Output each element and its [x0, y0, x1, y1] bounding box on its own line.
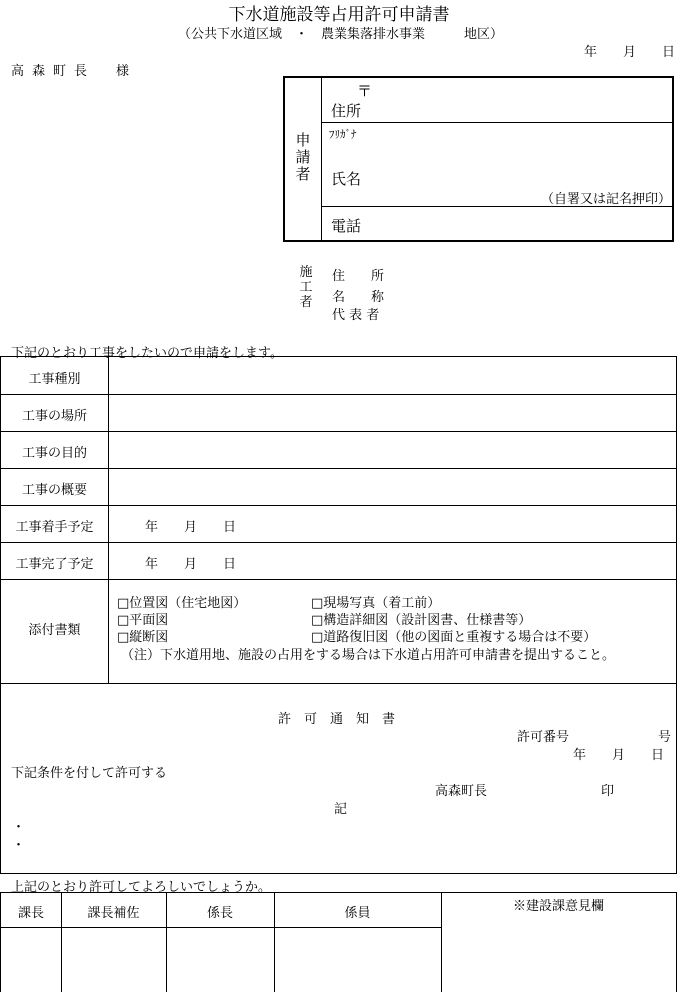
permit-conditions: 下記条件を付して許可する: [11, 766, 168, 781]
end-date-label: 工事完了予定: [15, 557, 94, 572]
header-subsection-chief: 係長: [206, 906, 233, 921]
permit-date: 年 月 日: [573, 748, 665, 763]
attachment-location-map: □位置図（住宅地図）: [117, 596, 247, 611]
work-outline-label: 工事の概要: [21, 483, 87, 498]
contractor-name-label: 名 称: [332, 290, 385, 305]
header-staff: 係員: [344, 906, 371, 921]
attachments-label: 添付書類: [28, 623, 81, 638]
confirm-text: 上記のとおり許可してよろしいでしょうか。: [11, 880, 272, 895]
contractor-rep-label: 代 表 者: [332, 308, 380, 323]
seal-mark: 印: [601, 784, 615, 799]
address-label: 住所: [331, 102, 362, 120]
contractor-address-label: 住 所: [332, 269, 385, 284]
approval-table: [0, 892, 677, 992]
application-table: [0, 356, 677, 874]
condition-bullet: ・: [12, 820, 26, 835]
permit-number-label: 許可番号: [517, 730, 570, 745]
addressee: 高森町長 様: [11, 64, 138, 79]
attachment-site-photo: □現場写真（着工前）: [311, 596, 441, 611]
header-assistant-chief: 課長補佐: [87, 906, 140, 921]
postal-mark: 〒: [357, 82, 373, 100]
table-row: [1, 505, 676, 543]
applicant-section-label: 申請者: [295, 131, 311, 183]
opinion-header: ※建設課意見欄: [512, 899, 604, 914]
phone-label: 電話: [331, 217, 362, 235]
permit-number-suffix: 号: [658, 730, 672, 745]
attachment-plan: □平面図: [117, 613, 169, 628]
work-type-label: 工事種別: [28, 372, 81, 387]
contractor-section-label: 施工者: [299, 265, 313, 310]
attachment-structure-detail: □構造詳細図（設計図書、仕様書等）: [311, 613, 532, 628]
lead-text: 下記のとおり工事をしたいので申請をします。: [11, 346, 283, 361]
furigana-label: ﾌﾘｶﾞﾅ: [329, 128, 357, 141]
attachment-road-restoration: □道路復旧図（他の図面と重複する場合は不要）: [311, 630, 597, 645]
work-place-label: 工事の場所: [21, 409, 87, 424]
page-subtitle: （公共下水道区域 ・ 農業集落排水事業 地区）: [178, 27, 504, 42]
attachments-note: （注）下水道用地、施設の占用をする場合は下水道占用許可申請書を提出すること。: [121, 648, 616, 663]
table-row: [1, 394, 676, 432]
table-row: [1, 579, 676, 684]
page-title: 下水道施設等占用許可申請書: [228, 5, 450, 25]
table-row: [1, 431, 676, 469]
table-row: [1, 357, 676, 395]
record-mark: 記: [334, 802, 348, 817]
condition-bullet: ・: [12, 838, 26, 853]
applicant-label-column: [285, 78, 322, 240]
application-date: 年 月 日: [584, 45, 676, 60]
table-row: [1, 468, 676, 506]
applicant-box: [283, 76, 674, 242]
table-row: [1, 542, 676, 580]
divider: [321, 122, 672, 123]
header-section-chief: 課長: [17, 906, 44, 921]
end-date-value: 年 月 日: [145, 557, 237, 572]
start-date-label: 工事着手予定: [15, 520, 94, 535]
mayor-label: 高森町長: [435, 784, 488, 799]
name-label: 氏名: [331, 170, 362, 188]
start-date-value: 年 月 日: [145, 520, 237, 535]
permit-heading: 許 可 通 知 書: [278, 712, 396, 727]
signature-note: （自署又は記名押印）: [541, 192, 672, 207]
approval-header-divider: [1, 927, 441, 928]
attachment-profile: □縦断図: [117, 630, 169, 645]
work-purpose-label: 工事の目的: [21, 446, 87, 461]
